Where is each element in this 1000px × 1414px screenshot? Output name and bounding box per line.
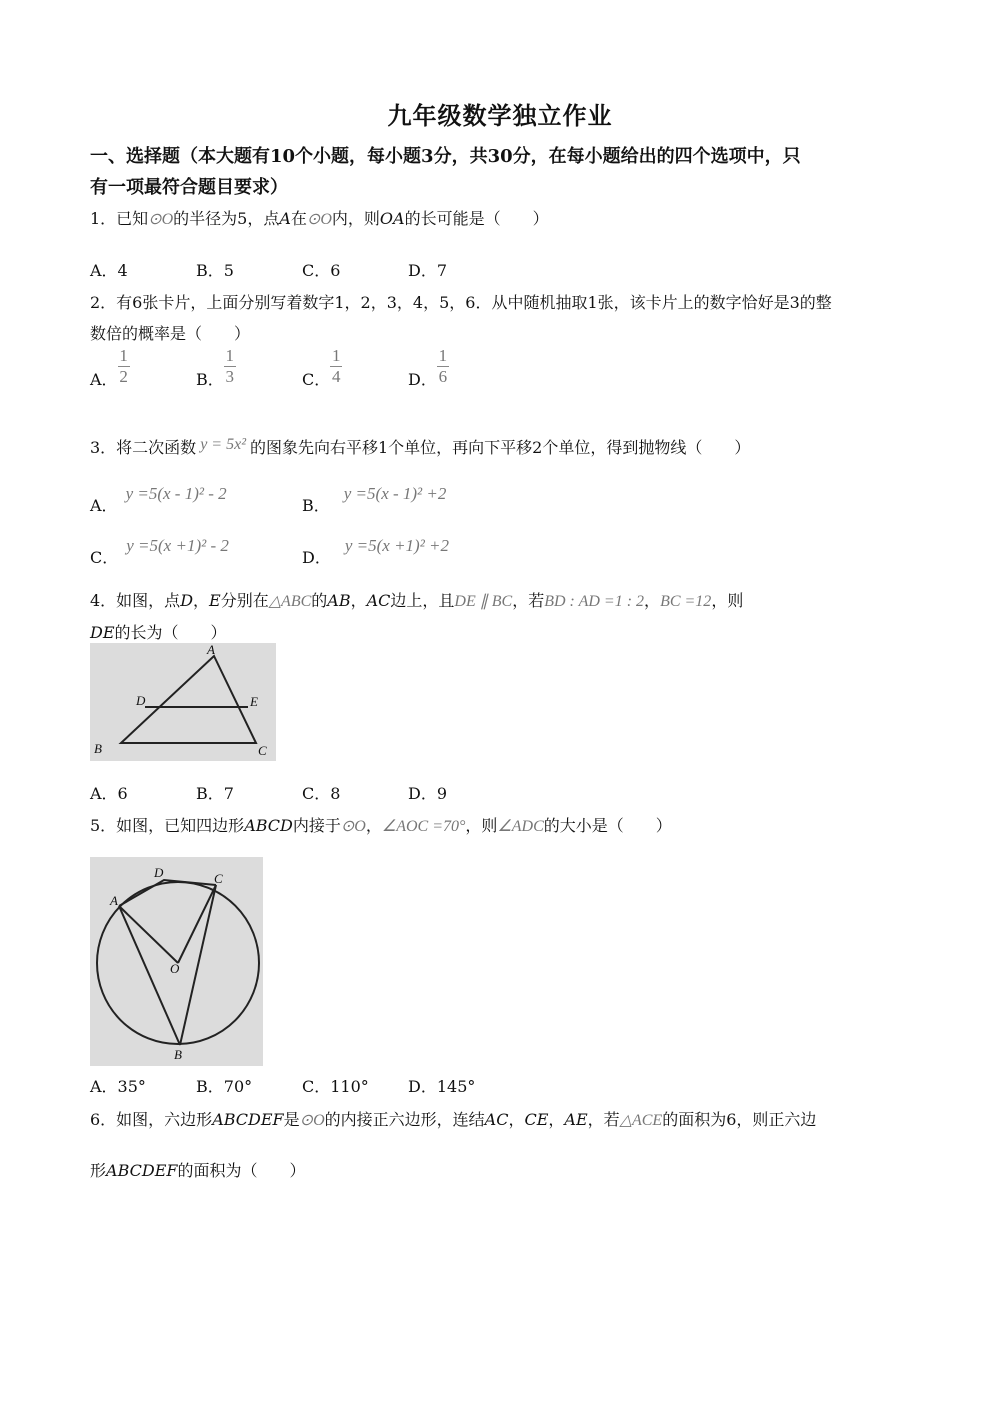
q2-option-c: C． $\frac{1}{4}$ <box>302 346 341 389</box>
question-6-line2: 形ABCDEF的面积为（ ） <box>90 1161 306 1180</box>
q3-option-d: D．y =5(x +1)² +2 <box>302 536 450 567</box>
q2-option-a: A． $\frac{1}{2}$ <box>90 346 128 389</box>
function-expression: y = 5x² <box>200 436 246 453</box>
q1-option-b: B．5 <box>196 261 234 280</box>
figure-label: A <box>110 893 118 908</box>
section-header-line2: 有一项最符合题目要求） <box>90 177 288 198</box>
triangle-figure <box>90 643 276 761</box>
q5-option-b: B．70° <box>196 1077 253 1096</box>
figure-label: O <box>170 961 180 976</box>
q3-option-a: A．y =5(x - 1)² - 2 <box>90 484 227 515</box>
figure-label: A <box>207 643 215 657</box>
fraction: $\frac{1}{3}$ <box>225 346 235 386</box>
question-4-line2: DE的长为（ ） <box>90 623 227 642</box>
figure-label: B <box>94 741 102 756</box>
question-2-line2: 数倍的概率是（ ） <box>90 324 251 343</box>
question-6-line1: 6．如图，六边形ABCDEF是⊙O的内接正六边形，连结AC，CE，AE，若△ACE的面积为6，则正六边 <box>90 1110 817 1129</box>
q3-option-b: B．y =5(x - 1)² +2 <box>302 484 447 515</box>
q1-option-d: D．7 <box>408 261 448 280</box>
question-1: 1．已知⊙O的半径为5，点A在⊙O内，则OA的长可能是（ ） <box>90 209 549 228</box>
question-3: 3．将二次函数 y = 5x² 的图象先向右平移1个单位，再向下平移2个单位，得到抛物线（ ） <box>90 436 751 457</box>
figure-label: D <box>136 693 146 708</box>
fraction: $\frac{1}{2}$ <box>119 346 128 386</box>
question-2-line1: 2．有6张卡片，上面分别写着数字1，2，3，4，5，6．从中随机抽取1张，该卡片上的数字恰好是3的整 <box>90 293 832 312</box>
q2-option-d: D． $\frac{1}{6}$ <box>408 346 448 389</box>
circle-figure <box>90 857 263 1066</box>
fraction: $\frac{1}{4}$ <box>332 346 341 386</box>
q2-option-b: B． $\frac{1}{3}$ <box>196 346 235 389</box>
q1-option-a: A．4 <box>90 261 128 280</box>
q4-option-a: A．6 <box>90 784 128 803</box>
circle-o-symbol: ⊙O <box>148 211 174 228</box>
question-4-line1: 4．如图，点D，E分别在△ABC的AB，AC边上，且DE ∥ BC，若BD : AD =1 : 2，BC =12，则 <box>90 591 744 610</box>
q4-option-d: D．9 <box>408 784 448 803</box>
q4-option-c: C．8 <box>302 784 341 803</box>
q5-option-d: D．145° <box>408 1077 476 1096</box>
q5-option-c: C．110° <box>302 1077 369 1096</box>
fraction: $\frac{1}{6}$ <box>438 346 448 386</box>
section-header-line1: 一、选择题（本大题有10个小题，每小题3分，共30分，在每小题给出的四个选项中，只 <box>90 146 801 167</box>
q3-option-c: C．y =5(x +1)² - 2 <box>90 536 229 567</box>
q5-option-a: A．35° <box>90 1077 146 1096</box>
figure-label: B <box>174 1047 182 1062</box>
q4-option-b: B．7 <box>196 784 234 803</box>
circle-o-symbol: ⊙O <box>306 211 332 228</box>
figure-label: D <box>154 865 164 880</box>
figure-label: C <box>214 871 223 886</box>
figure-label: E <box>250 694 258 709</box>
figure-label: C <box>258 743 267 758</box>
question-5: 5．如图，已知四边形ABCD内接于⊙O，∠AOC =70°，则∠ADC的大小是（ ） <box>90 816 672 835</box>
page-title: 九年级数学独立作业 <box>387 101 613 130</box>
q1-option-c: C．6 <box>302 261 341 280</box>
